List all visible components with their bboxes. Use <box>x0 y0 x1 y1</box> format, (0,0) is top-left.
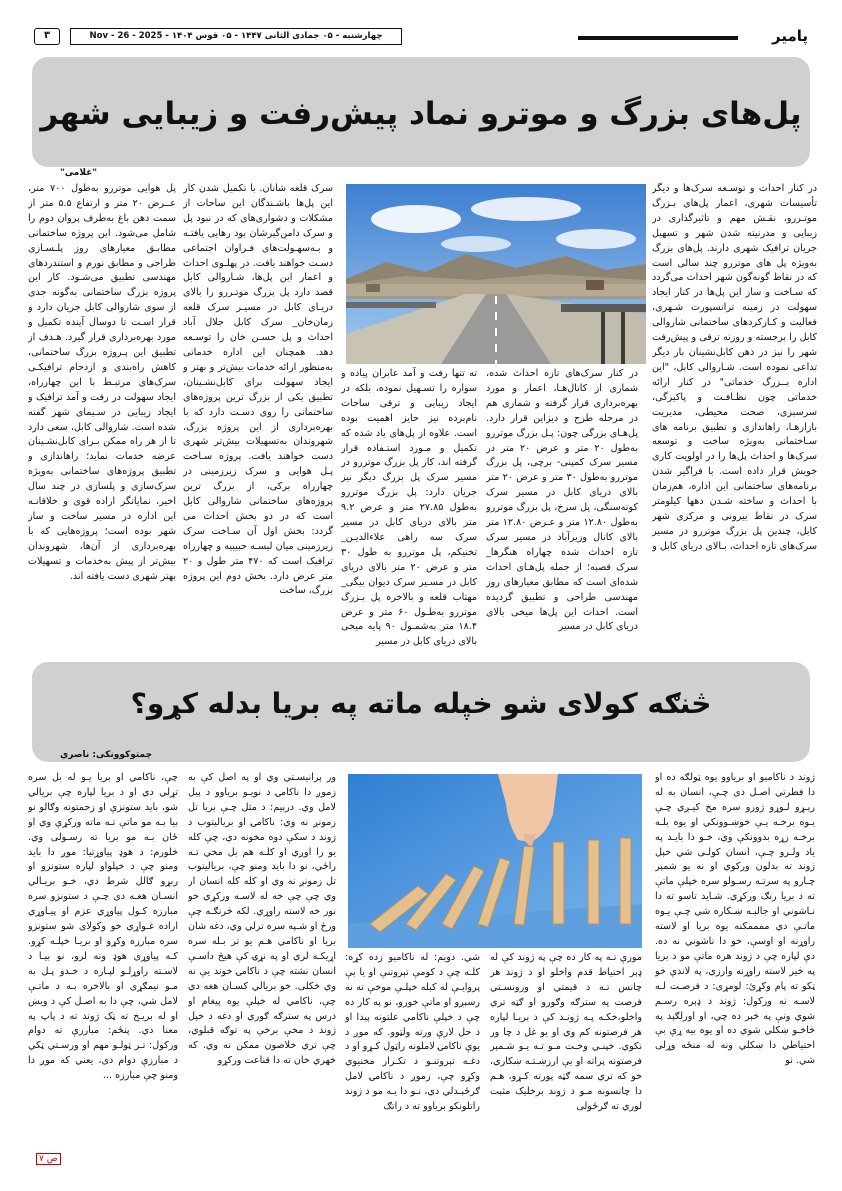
article2-column-2: مورې تـه په کار ده چې په ژوند کې له ډېر احتیاط قدم واخلو او د ژوند هر چانس تـه د قیمتي او ورونسـتي فرصت په سترګه وګورو او ګټه تري واخلو،خکـه پـه ژونـد کې د بریـا لپاره هر فرصتونه کم وي او یو غل د چا ور نکوي. خپنـي وخـت مـو تـه یـو شـمېر فرصتونه پراته او یې ارزښـتـه ښکاري، خو که تري سمه ګټه پورته کـړو، هـم دا چانسونه مـو د ژوند برخلیک مثبت لوري ته ګرځولی <box>490 952 642 1113</box>
article1-column-2: در کنار سرک‌های تازه احداث شده، شماری از کانال‌هـا، اعمار و مورد بهره‌برداری قرار گرفته و شماری هم در مرحله طرح و دیزاین قرار دارد. پل‌هـای بزرگی چون: پـل بزرگ موتررو به‌طول ۲۰ متر و عرض ۲۰ متر در مسیر سرک کمپنی- برچی، پل بزرگ موتررو به‌طول ۳۰ متر و عرض ۲۰ متر بالای دریای کابل در مسیر سرک کوته‌سنگی، پل سرخ، پل بزرگ موتررو به‌طول ۱۲.۸۰ متر و عـرض ۱۲.۸۰ متر بالای کانال وزیرآباد در مسیر سرک تازه احداث شده چهاراه هنگرها_ سرک قصبه؛ از جمله پل‌هـای احداث شده‌ای است که مطابق معیارهای روز مهندسی طراحی و تطبیق گردیده است. احداث این پل‌ها میخی بالای دریای کابل در مسیر <box>486 368 638 633</box>
article2-title-banner <box>32 662 810 762</box>
article2-column-1: ژوند د ناکامیو او بریاوو یوه ټولګه ده او دا فطرتي اصـل دی چـې، انسان به له رېـړو لـوړو ژورو سره مخ کیـږي چـې یـوه برخـه یـې خوښـوونکي او یوه بلـه برخـه زړه بدوونکې وي، خـو دا بایـد په یاد ولـرو چـې، انسان کولـی شي خپل ژوند ته بدلون ورکوي او نه یو شمېر چـارو په سرتـه رسـولو سره خپلې ماتې ته د بریا رنګ ورکړي. شـاید تاسو ته دا نـاشوني او جالبـه ښـکاره شي چـې یـوه ماتـې دي ممممکنه یوه بریا او لاسته راوړنه او اوسې، خو دا ناشوني نه ده. دې لپاره چې د ژوند هره ماتې مو د بریا په څیر لاسته راوړنه وارزي، په لاندې څو ټکو ته پام وکړئ: لومړی: د فرصـت لـه لاسـه نه ورکول: ژوند د ډېره رسـم شوي ونې په څېر ده چي، او اورلګېد په څاڅـو ښکلي شوي ده او یوه بیه ړې بې احتیاطي دا ښکلي ونه له منځه وړلی شي. نو <box>655 772 815 1067</box>
newspaper-brand: پامیر <box>771 27 808 45</box>
article1-column-4: سرک قلعه شانان. با تکمیل شدن کار این پل‌ها باشـندگان این ساحات از مشکلات و دشواری‌های که در نبود پل و سرک دامن‌گیرشان بود رهایی یافتـه و بـه‌سهـولت‌های فـراوان اجتماعی دسـت خواهند یافت. در پهلـوی احداث و اعمار این پل‌ها، شـاروالی کابل قصد دارد پل بزرگ موتـررو را بالای دریـای کابل در مسیـر سرک قلعه زمان‌خان_ سرک کابل جلال آباد احداث و پل حسـن خان را توسـعه دهد. همچنان این اداره خدماتی به‌منظور ارائه خدمات بیش‌تر و بهتر و ایجاد سهولت برای کابل‌نشـینان، تطبیق یکی از بزرگ ترین پروژه‌های ساختمانی را روی دسـت دارد که با بهره‌برداری از این پروژه بزرگ، شهروندان به‌تسهیلات بیش‌تر شهری دست خواهند یافت. پروژه سـاخت پـل هوایی و سرک زیرزمینی در چهارراه برکی، از بزرگ ترین پروژه‌های ساختمانی شاروالی کابل است که در دو بخش احداث می گردد: بخش اول آن سـاخت سرک زیرزمینی میان لیسـه حبیبیه و چهارراه ترافیک است که ۴۷۰ متر طول و ۲۰ متر عرض دارد. بخش دوم این پروژه بزرگ، ساخت <box>183 183 333 597</box>
article2-byline: چمتوکوونکی: ناصري <box>60 750 153 760</box>
continuation-mark: ص ۷ <box>36 1153 61 1165</box>
article2-column-3: شي. دویم: له ناکامیو زده کړه: کلـه چې د کومې تېروتنې او یا بې پروایـې له کبله خپلـې موخې ته نه رسېږو او ماتې خورو، نو په کار ده چې د خپلې ناکامي علتونه پیدا او د حل لارې ورته ولټوو. که موږ د یوې ناکامۍ لاملونه راټول کـړو او د دغـه تېروتنـو د تکـرار مخنیوي وکړو چې، زموږ د ناکامۍ لامل ګرځېـدلي دي، نـو دا یـه مو د ژوند راتلونکو برياوو ته د راتګ <box>345 952 480 1113</box>
article1-title-banner <box>32 57 810 167</box>
article1-column-3: ته تنها رفت و آمد عابران پیاده و سواره را تسـهیل نموده، بلکه در ایجاد زیبایی و ترقی ساحات نام‌برده نیز حایز اهمیت بوده است. علاوه از پل‌های یاد شده که تکمیل و مـورد استـفاده قرار گرفته اند، کار پل بزرگ موتررو در مسیر سرک پل بزرگ دیگر نیز جریان دارد: پل بزرگ موتررو به‌طول ۲۷.۸۵ متر و عرض ۹.۲ متر بالای دریای کابل در مسیر سرک سه راهی علاءالدیـن_ تخنیکم، پل موتررو به طول ۳۰ متر و عرض ۲۰ متر بالای دریای کابل در مسـیر سرک دیوان بیگی_ مهتاب قلعه و بالاخره پل بـزرگ موتررو به‌طـول ۶۰ متر و عرض ۱۸.۴ متر به‌شمـول ۹۰ پایه میخی بالای دریای کابل در مسیر <box>341 368 477 648</box>
page-number: ۳ <box>34 28 60 45</box>
header-rule <box>578 36 738 40</box>
domino-blocks-photo <box>348 774 642 948</box>
issue-date: چهارشنبه - ۰۵ جمادی الثانی ۱۴۴۷ - ۰۵ قوس ۱۴۰۴ - Nov - 26 - 2025 <box>70 28 402 45</box>
article1-column-1: در کنار احداث و توسـعه سرک‌ها و دیگر تأسیسات شهری، اعمار پل‌های بـزرگ موتـررو، نقـش مهم و تاثیرگذاری در زیبایی و مدرنیته شدن شهر و تسهیل جریان ترافیک شهری دارند. پل‌های بزرگ به‌ویژه پل های موتررو چند سالی است که در نقاط گونه‌گون شهر احداث می‌گردد که سـاخت و ساز این پل‌ها در کنار ایجاد سهولت در زمینه ترانسپورت شـهری، فعالیت و کـارکردهای ساختمانی شاروالی کابل را برجسته و روزنه ترقی و پیش‌رفت شهر را نیز در ذهن کابل‌نشینان بار دیگر تداعی نموده است. شـاروالی کابل، "این اداره بــزرگ خدماتی" در کنار ارائه خدماتی چون نظـافـت و پاکیزگی، سرسبزی، صحت محیطی، مدیریت بازارهـا، راهاندازی و تطبیق برنامه های سـاختمانی به‌ویژه ساخت و توسعه سرک‌ها و احداث پل‌ها را در اولویت کاری خویش قرار داده است. با فراگیر شدن برنامه‌های ساختمانی این اداره، هم‌زمان با احداث و ساخته شـدن دهها کیلومتر سرک در نقاط بیرونی و مرکزی شهر کابل، چندین پل بزرگ موتررو در مسیر سرک‌های تازه احداث، بـالای دریای کابل و <box>652 183 817 552</box>
article2-column-4: ور پرانیسـتي وي او په اصل کې به زموږ دا ناکامۍ د نویـو بریاوو د پیل لامل وي. درېیم: د مثل چـې بریا تل زمونږ نه وي: ناکامۍ او بریالیتوب د ژوند د سکې دوه مخونه دي، چې کله یو را اوږي او کلـه هم بل مخي تـه راځي، نو دا باید ومنو چې، بریالیتوب تل زمونږ نه وي او کله کله انسان ار وي چې چې خه له لاسـه ورکړي خو نور خه لاسته راوړي. لکه څرنګـه چې ورځ او شـپه سره ترلي وي، دغه شان بریا او ناکامي هـم یو تر بـله سره اړیکـه لري او په نړۍ کې هیڅ داسـې انسان نشته چې د ناکامۍ خوند یې نه وي څکلی. خو بریالي کسـان هغه دي چې، ناکامي له خپلې یوه پیغام او درس په سترګه ګوري او دغه د خپل ژوند د مخې برخې په توګه قبلوي، چې تري خلاصون ممکن نه وي. که څهري خان ته دا قناعت ورکړو <box>188 772 336 1067</box>
page-header <box>34 27 808 47</box>
article2-column-5: چې، ناکامي او بریا یـو له بل سره تړلي دي او د بریا لپاره چې بریالي شو، باید ستونزې او زحمتونه وګالو نو بیا بـه مو ماتې تـه ماته ورکړې وي او ځان بـه مو بریا ته رسـولی وي. څلورم: د هوډ پیاوړتیا: موږ دا باید ومنو چې د خپلواو لپاره ستونزو او ربړو ګالل شرط دي، خـو بریـالي انسـان هغـه دی چـې د ستونزو سره مبارزه کـول پیاوړي عزم او پیـاوړي اراده غـواړي خو وکولای شو ستونزو سره مبارزه وکړو او بریـا خپلـه کړو. کـه پیاوړی هوډ ونه لرو، نو بیـا د لاسـته راوړلـو لپـاره د خـدو پـل به مـو نیمګړی او بالاخره بـه د ماتـې لامل شي، چې دا به اصـل کې د ویښ او له بریـخ ته ټک ژوند ته د پاپ په معنا دي. پنځم: مبارزې ته دوام ورکول: تـر ټولـو مهم او ورسـتي ټکي د مبارزې دوام دی، یعني که موږ دا ومنو چې مبارزه ... <box>28 772 178 1082</box>
article2-title: څنګه کولای شو خپله ماته په بریا بدله کړو؟ <box>130 687 712 720</box>
article1-title: پل‌های بزرگ و موترو نماد پیش‌رفت و زیبایی شهر <box>40 96 802 132</box>
article1-byline: "غلامی" <box>60 168 98 178</box>
road-overpass-photo <box>346 184 646 364</box>
article1-column-5: پل هوایی موتررو به‌طول ۷۰۰ متر، عــرض ۲۰ متر و ارتفاع ۵.۵ متر از سمت دهن باغ به‌طرف پروان دوم را شامل می‌شود. این پروژه ساختمانی مطابـق معیارهای روز پلـسـازی طراحی و مطابق نورم و استندردهای مهندسی تطبیق می‌شـود. کار این پروژه بزرگ ساختمانی به‌گونه جدی از سوی شاروالی کابل جریان دارد و قرار اسـت تا دوسال آینده تکمیل و مورد بهره‌برداری قرار گیرد. هـدف از تطبیق این پـروژه بزرگ ساختمانی، کاهش راه‌بندی و ازدحام ترافیکـی سرک‌های مرتبـط با این چهارراه، ایجاد سهولت در رفت و آمد ترافیک و ایجاد زیبایی در سـیمای شهر گفته شده است. شاروالی کابل، سعی دارد تا از هر راه ممکن بـرای کابل‌نشـینان عرضه خدمات نماید؛ راهاندازی و تطبیق پروژه‌های ساختمانی به‌ویژه سرک‌سازی و پلسازی در چند سال اخیر، نمایانگر اراده قوی و خلاقانـه این اداره در مسیر ساخت و ساز شهر بوده است؛ پروژه‌هایی که با بهره‌برداری از آن‌ها، شهروندان بیش‌تر از پیش به‌خدمات و تسهیلات بهتر شهری دست یافته اند. <box>28 183 176 582</box>
